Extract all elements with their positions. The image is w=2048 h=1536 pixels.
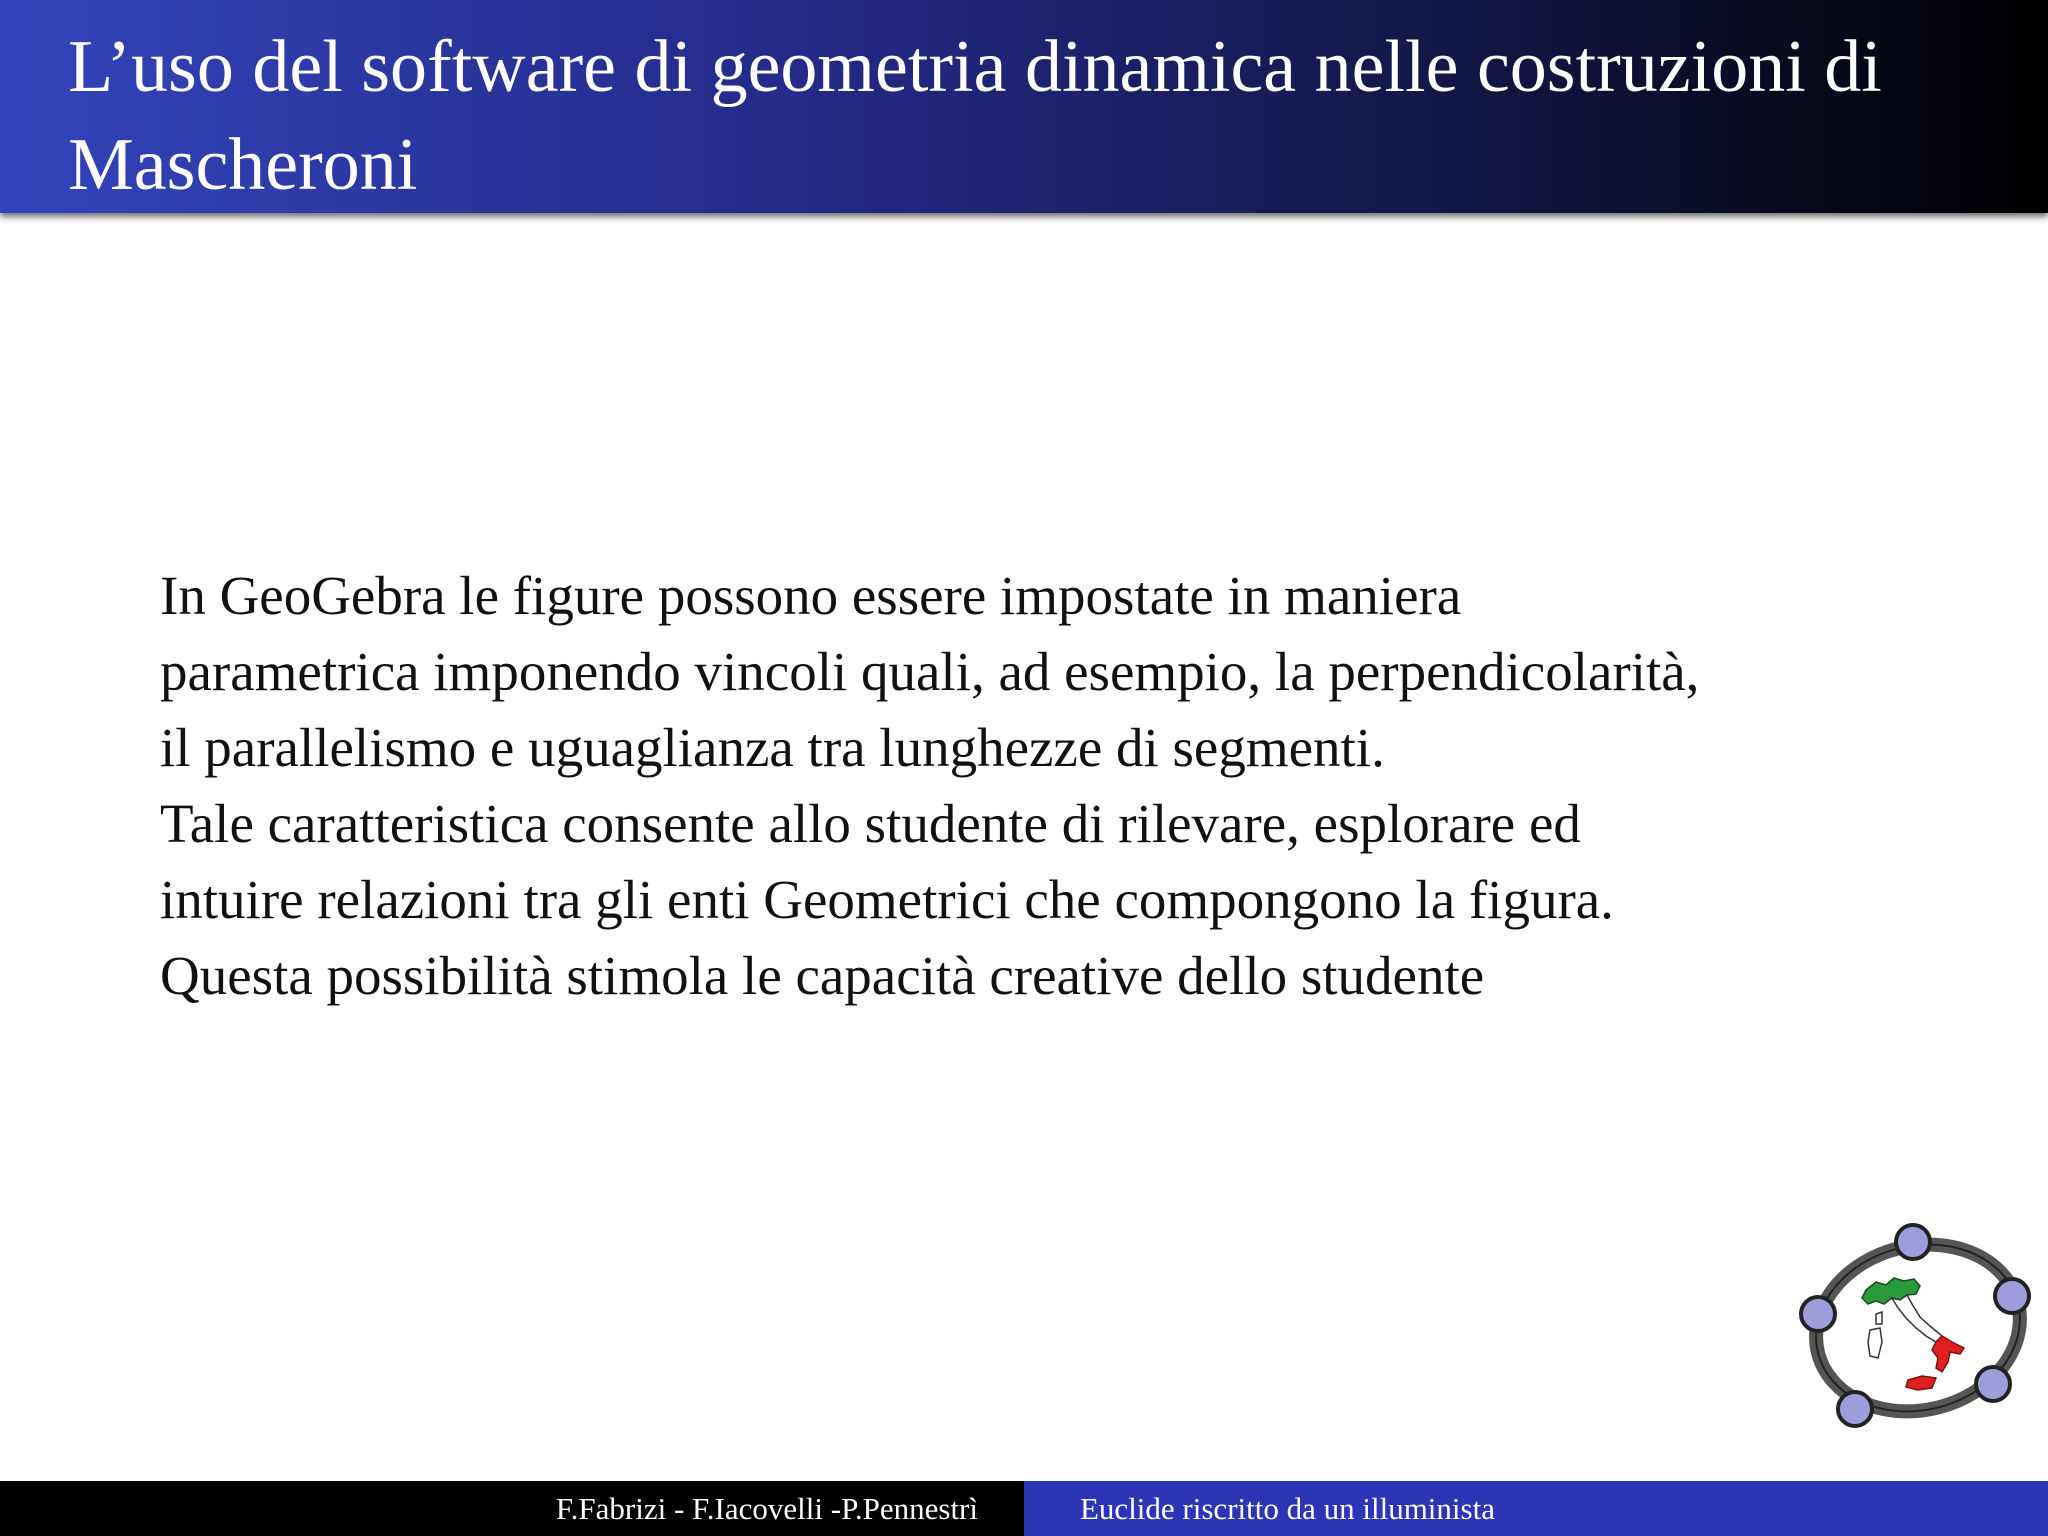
body-line: In GeoGebra le figure possono essere impostate in maniera bbox=[160, 565, 1462, 626]
footer bbox=[0, 1481, 2048, 1536]
footer-authors: F.Fabrizi - F.Iacovelli -P.Pennestrì bbox=[0, 1481, 1024, 1536]
body-line: Tale caratteristica consente allo studente di rilevare, esplorare ed bbox=[160, 793, 1581, 854]
logo-node bbox=[1838, 1392, 1872, 1426]
body-line: intuire relazioni tra gli enti Geometrici che compongono la figura. bbox=[160, 869, 1614, 930]
slide-body bbox=[160, 558, 1980, 1014]
logo-node bbox=[1995, 1279, 2029, 1313]
logo-node bbox=[1801, 1297, 1835, 1331]
logo-node bbox=[1896, 1225, 1930, 1259]
logo-node bbox=[1976, 1367, 2010, 1401]
body-line: il parallelismo e uguaglianza tra lunghezze di segmenti. bbox=[160, 717, 1385, 778]
geogebra-italia-logo-icon bbox=[1796, 1222, 2036, 1430]
footer-talk-title: Euclide riscritto da un illuminista bbox=[1024, 1481, 2048, 1536]
body-line: Questa possibilità stimola le capacità creative dello studente bbox=[160, 945, 1485, 1006]
title-bar bbox=[0, 0, 2048, 213]
body-line: parametrica imponendo vincoli quali, ad esempio, la perpendicolarità, bbox=[160, 641, 1700, 702]
slide-title: L’uso del software di geometria dinamica nelle costruzioni di Mascheroni bbox=[68, 26, 1882, 206]
